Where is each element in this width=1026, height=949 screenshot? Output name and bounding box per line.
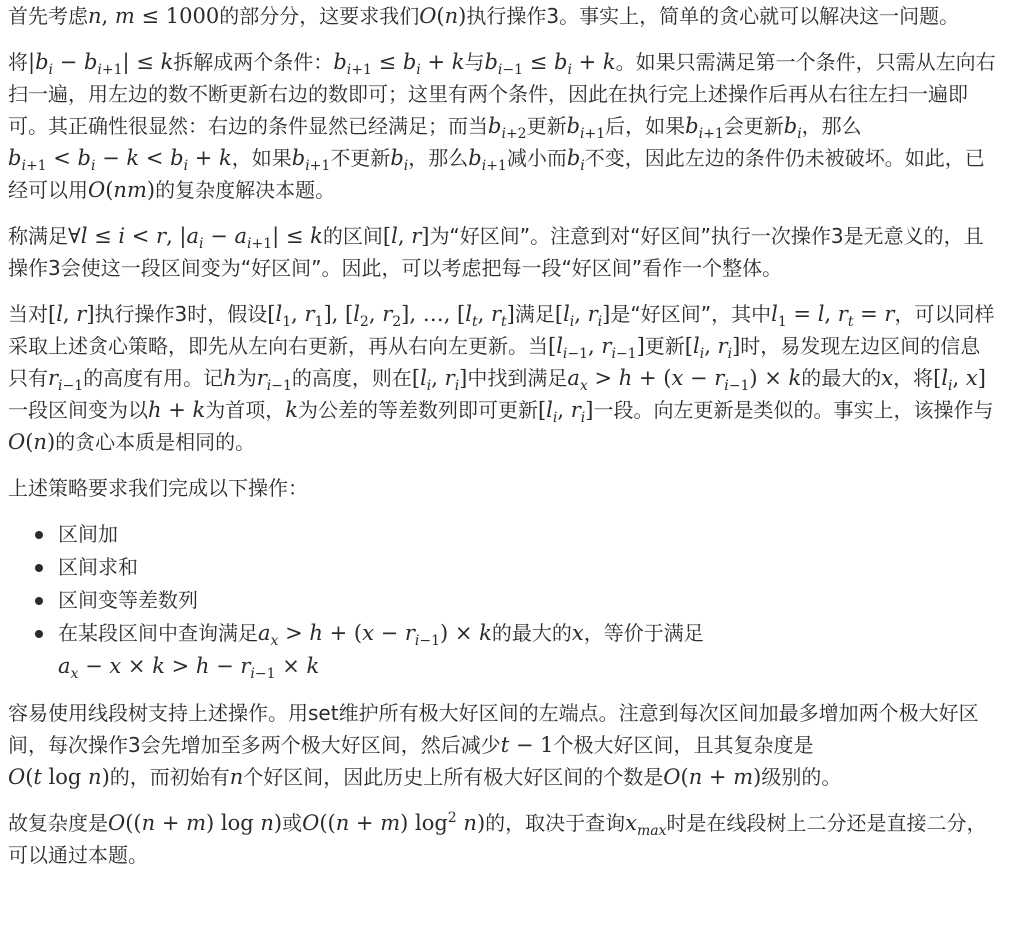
- math-formula: $b_{i+1}$: [566, 114, 606, 143]
- text: 减小而: [506, 146, 567, 170]
- paragraph-partial-score: [8, 0, 998, 32]
- text: 区间加: [58, 522, 118, 546]
- text: 个好区间，因此历史上所有极大好区间的个数是: [243, 765, 664, 789]
- text: 时，易发现左边区间的信息只有: [8, 334, 981, 390]
- list-item: [58, 518, 998, 551]
- math-formula: O(nm): [88, 178, 156, 202]
- text: 区间变等差数列: [58, 588, 198, 612]
- text: 的高度有用。记: [83, 366, 224, 390]
- text: 不更新: [330, 146, 391, 170]
- text: 与: [464, 50, 485, 74]
- list-item: [58, 617, 998, 683]
- text: 的最大的: [801, 366, 882, 390]
- text: ，将: [893, 366, 934, 390]
- text: 的贪心本质是相同的。: [55, 430, 256, 454]
- math-formula: [$l_i$, $r_i$]: [411, 366, 468, 395]
- math-formula: [$l_i$, $r_i$]: [537, 398, 594, 427]
- paragraph-complexity: [8, 807, 998, 871]
- math-formula: [$l_i$, $r_i$]: [554, 302, 611, 331]
- text: 当对: [8, 302, 48, 326]
- text: 将: [8, 50, 28, 74]
- math-formula: O(n): [8, 430, 56, 454]
- math-formula: h: [223, 366, 237, 390]
- text: 或: [282, 811, 303, 835]
- text: 为“好区间”。注意到对“好区间”执行一次操作3是无意义的，且操作3会使这一段区间变为“好区间”。因此，可以考虑把每一段“好区间”看作一个整体。: [8, 224, 984, 280]
- paragraph-segment-tree: [8, 697, 998, 793]
- text: 一段区间变为以: [8, 398, 148, 422]
- text: 后，如果: [605, 114, 686, 138]
- text: 中找到满足: [467, 366, 568, 390]
- math-formula: $x_{max}$: [625, 811, 667, 840]
- list-item: [58, 551, 998, 584]
- math-formula: $b_{i+1} \le b_i + k$: [333, 50, 465, 79]
- operations-list: [8, 518, 998, 683]
- math-formula: $b_i$: [566, 146, 585, 175]
- math-formula: $a_x > h + (x - r_{i-1}) \times k$: [258, 621, 492, 650]
- text: 的部分分，这要求我们: [219, 4, 420, 28]
- text: 级别的。: [761, 765, 842, 789]
- paragraph-operation-3: [8, 298, 998, 458]
- text: 满足: [514, 302, 555, 326]
- math-formula: O(t log n): [8, 765, 110, 789]
- text: 为: [236, 366, 257, 390]
- text: 的高度，则在: [291, 366, 412, 390]
- math-formula: x: [881, 366, 894, 390]
- math-formula: k: [285, 398, 298, 422]
- math-formula: t − 1: [500, 733, 554, 757]
- solution-document: [8, 0, 998, 871]
- math-formula: [$l_1$, $r_1$], [$l_2$, $r_2$], …, [$l_t$, $r_t$]: [267, 302, 515, 331]
- math-formula: $b_{i+1}$: [291, 146, 331, 175]
- math-formula: [$l_i$, x]: [933, 366, 986, 395]
- text: 更新: [526, 114, 567, 138]
- text: 一段。向左更新是类似的。事实上，该操作与: [593, 398, 994, 422]
- text: ，那么: [801, 114, 862, 138]
- math-formula: O(n + m): [663, 765, 762, 789]
- math-formula: n: [229, 765, 244, 789]
- paragraph-two-conditions: [8, 46, 998, 206]
- math-formula: $a_x - x \times k > h - r_{i-1} \times k$: [58, 654, 320, 683]
- math-formula: $r_{i-1}$: [256, 366, 292, 395]
- math-formula: $a_x > h + (x - r_{i-1}) \times k$: [567, 366, 802, 395]
- text: 拆解成两个条件：: [173, 50, 334, 74]
- text: 会更新: [723, 114, 784, 138]
- text: ，等价于满足: [583, 621, 704, 645]
- text: 在某段区间中查询满足: [58, 621, 258, 645]
- text: 的，而初始有: [109, 765, 230, 789]
- text: 执行操作3。事实上，简单的贪心就可以解决这一问题。: [466, 4, 960, 28]
- math-formula: $|b_i - b_{i+1}| \le k$: [28, 50, 174, 79]
- text: 是“好区间”，其中: [610, 302, 772, 326]
- math-formula: O((n + m) log n): [108, 811, 283, 835]
- text: 上述策略要求我们完成以下操作：: [8, 476, 308, 500]
- math-formula: $l_1 = l$, $r_t = r$: [771, 302, 895, 331]
- text: 的复杂度解决本题。: [155, 178, 336, 202]
- text: 区间求和: [58, 555, 138, 579]
- math-formula: [$l_{i-1}$, $r_{i-1}$]: [548, 334, 645, 363]
- math-formula: ∀l ≤ i < r, $|a_i - a_{i+1}| \le k$: [68, 224, 323, 253]
- text: 为公差的等差数列即可更新: [297, 398, 538, 422]
- text: 的，取决于查询: [485, 811, 626, 835]
- math-formula: O(n): [419, 4, 467, 28]
- math-formula: $b_{i-1} \le b_i + k$: [484, 50, 616, 79]
- math-formula: O((n + m) $\log^2 n$): [302, 810, 486, 835]
- math-formula: [l, r]: [48, 302, 95, 326]
- text: 首先考虑: [8, 4, 88, 28]
- math-formula: x: [571, 621, 584, 645]
- text: 更新: [644, 334, 685, 358]
- math-formula: $b_{i+2}$: [488, 114, 527, 143]
- math-formula: [$l_i$, $r_i$]: [684, 334, 741, 363]
- list-item: [58, 584, 998, 617]
- math-formula: $b_i$: [390, 146, 409, 175]
- text: 故复杂度是: [8, 811, 108, 835]
- paragraph-good-interval: [8, 220, 998, 284]
- text: 不变，因此左边的条件仍未被破坏。如此，已经可以用: [8, 146, 985, 202]
- math-formula: h + k: [148, 398, 206, 422]
- text: 的最大的: [491, 621, 572, 645]
- text: 时是在线段树上二分还是直接二分，可以通过本题。: [8, 811, 987, 867]
- math-formula: $b_i$: [783, 114, 802, 143]
- math-formula: $b_{i+1}$: [468, 146, 507, 175]
- math-formula: n, m ≤ 1000: [88, 4, 220, 28]
- math-formula: [l, r]: [382, 224, 430, 248]
- text: 容易使用线段树支持上述操作。用set维护所有极大好区间的左端点。注意到每次区间加最多增加两个极大好区间，每次操作3会先增加至多两个极大好区间，然后减少: [8, 701, 979, 757]
- text: 个极大好区间，且其复杂度是: [553, 733, 814, 757]
- math-formula: $b_{i+1} < b_i - k < b_i + k$: [8, 146, 232, 175]
- math-formula: $b_{i+1}$: [685, 114, 724, 143]
- paragraph-requirements-intro: [8, 472, 998, 504]
- text: 为首项，: [205, 398, 286, 422]
- math-formula: $r_{i-1}$: [48, 366, 84, 395]
- text: 称满足: [8, 224, 68, 248]
- text: ，如果: [231, 146, 292, 170]
- text: 。如果只需满足第一个条件，只需从左向右扫一遍，用左边的数不断更新右边的数即可；这里有两个条件，因此在执行完上述操作后再从右往左扫一遍即可。其正确性很显然：右边的条件显然已经满足；而当: [8, 50, 996, 138]
- text: 的区间: [322, 224, 383, 248]
- text: 执行操作3时，假设: [94, 302, 268, 326]
- text: ，那么: [408, 146, 469, 170]
- text: ，可以同样采取上述贪心策略，即先从左向右更新，再从右向左更新。当: [8, 302, 995, 358]
